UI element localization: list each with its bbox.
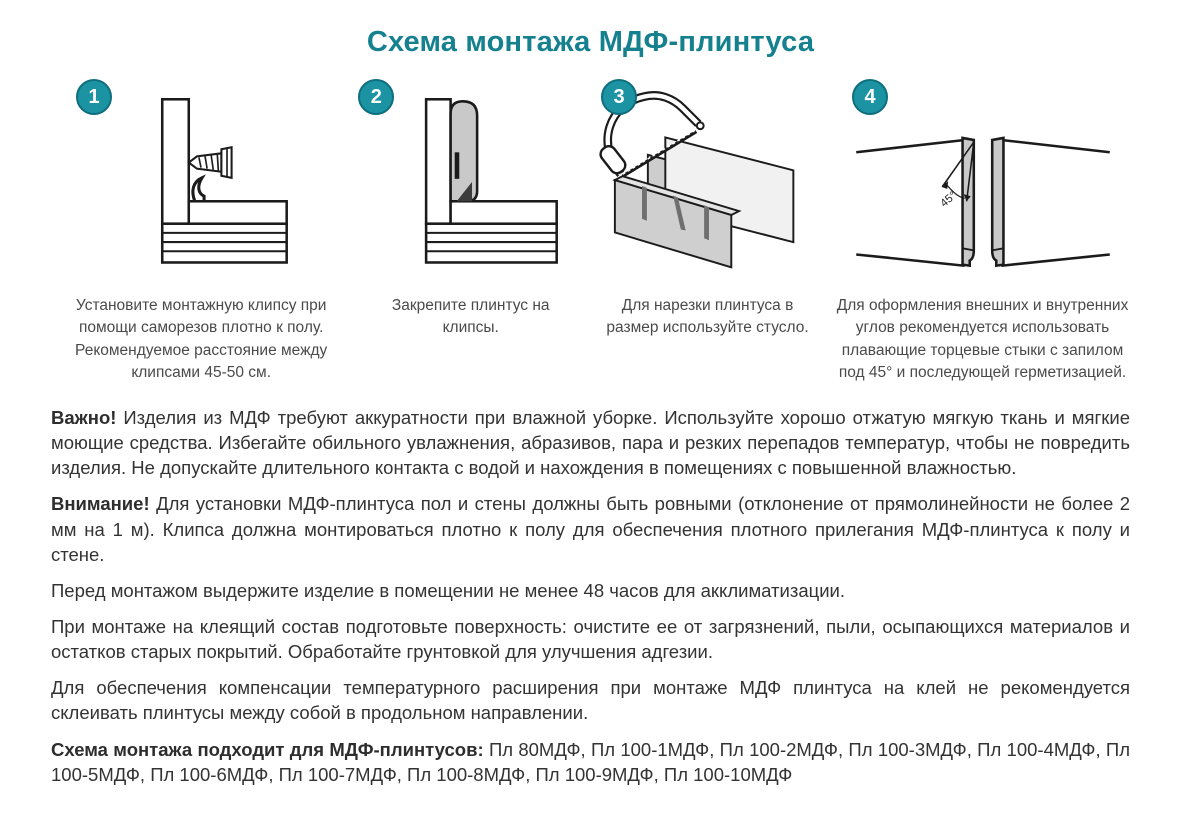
step-1-illustration-wrap [46, 87, 356, 279]
angle-45-label: 45° [937, 189, 959, 210]
step-number: 3 [613, 85, 625, 108]
skirting-on-clip-illustration [369, 95, 573, 279]
note-text: При монтаже на клеящий состав подготовьте поверхность: очистите ее от загрязнений, пыли, осыпающихся материалов и остатков старых покрытий. Обработайте грунтовкой для улучшения адгезии. [51, 615, 1130, 663]
screw-icon [189, 147, 232, 178]
note-glue-surface [51, 614, 1130, 664]
step-2 [356, 79, 585, 340]
note-compatible-models [51, 737, 1130, 787]
step-number: 2 [370, 85, 382, 108]
note-important [51, 405, 1130, 480]
step-number: 4 [864, 85, 876, 108]
page-title: Схема монтажа МДФ-плинтуса [366, 26, 815, 58]
note-lead: Схема монтажа подходит для МДФ-плинтусов: [51, 738, 484, 760]
step-1-number-badge [76, 79, 112, 115]
step-1-caption: Установите монтажную клипсу при помощи саморезов плотно к полу. Рекомендуемое расстояние между клипсами 45-50 см. [75, 297, 328, 382]
step-4 [830, 79, 1135, 385]
step-1 [46, 79, 356, 385]
step-3-caption: Для нарезки плинтуса в размер используйте стусло. [606, 297, 809, 337]
step-4-caption: Для оформления внешних и внутренних углов рекомендуется использовать плавающие торцевые стыки с запилом под 45° и последующей герметизацией. [836, 297, 1129, 382]
step-2-caption: Закрепите плинтус на клипсы. [391, 297, 550, 337]
step-4-illustration-wrap [830, 87, 1135, 279]
note-attention [51, 491, 1130, 566]
note-lead: Важно! [51, 406, 117, 428]
corner-joint-illustration [842, 95, 1124, 279]
step-3 [585, 79, 830, 340]
note-expansion [51, 675, 1130, 725]
notes-section [0, 405, 1181, 787]
note-text: Пл 80МДФ, Пл 100-1МДФ, Пл 100-2МДФ, Пл 100-3МДФ, Пл 100-4МДФ, Пл 100-5МДФ, Пл 100-6МДФ, Пл 100-7МДФ, Пл 100-8МДФ, Пл 100-9МДФ, Пл 100-10МДФ [51, 738, 1130, 785]
step-2-illustration-wrap [356, 87, 585, 279]
step-3-illustration-wrap [585, 87, 830, 279]
note-text: Перед монтажом выдержите изделие в помещении не менее 48 часов для акклиматизации. [51, 579, 846, 601]
steps-row [0, 79, 1181, 385]
hacksaw-miter-box-illustration [590, 85, 826, 279]
step-3-number-badge [601, 79, 637, 115]
note-lead: Внимание! [51, 493, 150, 515]
note-text: Для установки МДФ-плинтуса пол и стены должны быть ровными (отклонение от прямолинейности не более 2 мм на 1 м). Клипса должна монтироваться плотно к полу для обеспечения плотного прилегания МДФ-плинтуса к полу и стене. [51, 493, 1130, 565]
note-text: Для обеспечения компенсации температурного расширения при монтаже МДФ плинтуса на клей не рекомендуется склеивать плинтусы между собой в продольном направлении. [51, 677, 1130, 724]
note-text: Изделия из МДФ требуют аккуратности при влажной уборке. Используйте хорошо отжатую мягкую ткань и мягкие моющие средства. Избегайте обильного увлажнения, абразивов, пара и резких перепадов температур, чтобы не повредить изделия. Не допускайте длительного контакта с водой и нахождения в помещениях с повышенной влажностью. [51, 406, 1131, 479]
note-acclimatization [51, 578, 1130, 603]
step-number: 1 [88, 85, 100, 108]
clip-screw-illustration [99, 95, 303, 279]
step-4-number-badge [852, 79, 888, 115]
